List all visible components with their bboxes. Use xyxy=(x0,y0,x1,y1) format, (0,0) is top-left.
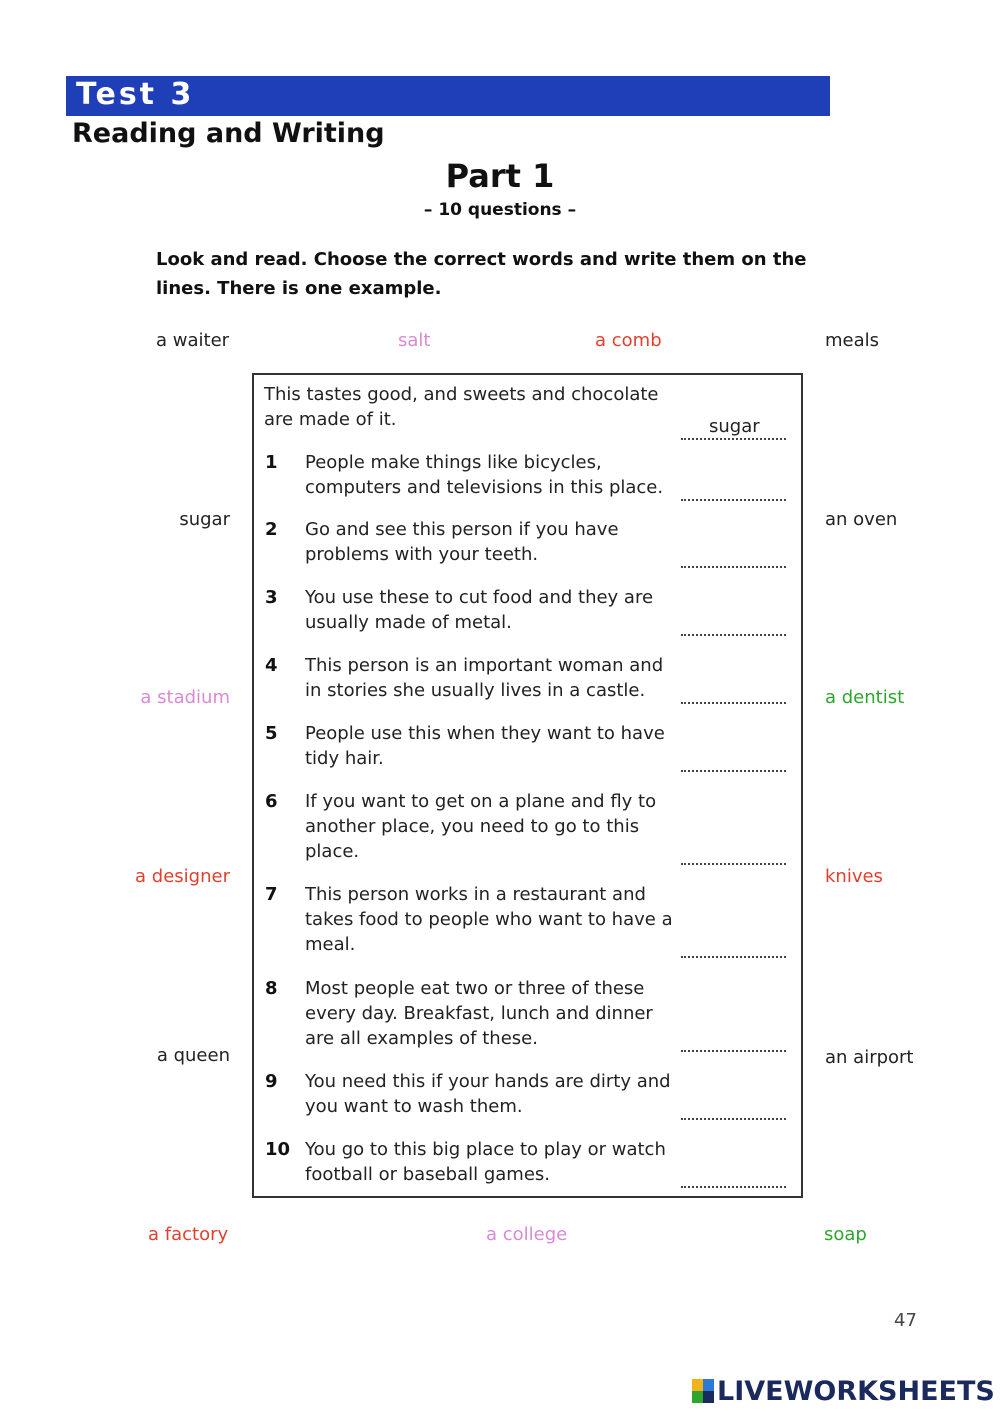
word-an-airport: an airport xyxy=(825,1047,914,1068)
question-text: Go and see this person if you have problems with your teeth. xyxy=(305,519,619,565)
word-a-queen: a queen xyxy=(156,1045,230,1066)
answer-line-10[interactable] xyxy=(681,1172,786,1188)
question-item xyxy=(254,1137,801,1192)
question-number: 6 xyxy=(265,791,278,812)
answer-line-9[interactable] xyxy=(681,1104,786,1120)
answer-line-8[interactable] xyxy=(681,1036,786,1052)
question-number: 1 xyxy=(265,452,278,473)
test-banner xyxy=(66,76,830,116)
liveworksheets-logo-icon xyxy=(692,1379,714,1403)
question-item xyxy=(254,882,801,962)
word-a-waiter: a waiter xyxy=(156,330,230,351)
example-answer: sugar xyxy=(709,416,760,437)
question-item xyxy=(254,450,801,505)
question-number: 10 xyxy=(265,1139,291,1160)
word-a-dentist: a dentist xyxy=(825,687,905,708)
question-item xyxy=(254,653,801,708)
answer-line-2[interactable] xyxy=(681,552,786,568)
question-text: You go to this big place to play or watch football or baseball games. xyxy=(305,1139,666,1185)
question-text: This person is an important woman and in stories she usually lives in a castle. xyxy=(305,655,664,701)
question-text: You use these to cut food and they are usually made of metal. xyxy=(305,587,654,633)
word-a-designer: a designer xyxy=(135,866,230,887)
question-number: 7 xyxy=(265,884,278,905)
liveworksheets-logo[interactable] xyxy=(692,1374,995,1408)
example-question xyxy=(254,382,801,442)
question-text: Most people eat two or three of these every day. Breakfast, lunch and dinner are all examples of these. xyxy=(305,978,653,1049)
question-item xyxy=(254,1069,801,1124)
logo-text: LIVEWORKSHEETS xyxy=(717,1375,995,1407)
word-soap: soap xyxy=(824,1224,867,1245)
word-a-stadium: a stadium xyxy=(140,687,230,708)
question-item xyxy=(254,721,801,776)
answer-line-4[interactable] xyxy=(681,688,786,704)
question-item xyxy=(254,976,801,1056)
page-number: 47 xyxy=(894,1310,917,1331)
answer-line-1[interactable] xyxy=(681,485,786,501)
example-text: This tastes good, and sweets and chocolate are made of it. xyxy=(264,384,659,430)
word-a-factory: a factory xyxy=(148,1224,229,1245)
question-number: 2 xyxy=(265,519,278,540)
instructions: Look and read. Choose the correct words and write them on the lines. There is one example. xyxy=(156,249,807,299)
question-text: You need this if your hands are dirty and you want to wash them. xyxy=(305,1071,671,1117)
question-number: 9 xyxy=(265,1071,278,1092)
question-number: 5 xyxy=(265,723,278,744)
answer-line-3[interactable] xyxy=(681,620,786,636)
question-text: People use this when they want to have tidy hair. xyxy=(305,723,665,769)
question-item xyxy=(254,517,801,572)
question-number: 3 xyxy=(265,587,278,608)
word-salt: salt xyxy=(398,330,431,351)
answer-line-7[interactable] xyxy=(681,942,786,958)
word-meals: meals xyxy=(825,330,880,351)
example-answer-line xyxy=(681,424,786,440)
question-box xyxy=(252,373,803,1198)
question-text: This person works in a restaurant and takes food to people who want to have a meal. xyxy=(305,884,673,955)
answer-line-5[interactable] xyxy=(681,756,786,772)
question-number: 4 xyxy=(265,655,278,676)
word-sugar: sugar xyxy=(179,509,230,530)
question-text: If you want to get on a plane and fly to another place, you need to go to this place. xyxy=(305,791,657,862)
question-number: 8 xyxy=(265,978,278,999)
section-title: Reading and Writing xyxy=(72,118,385,149)
test-label: Test 3 xyxy=(76,77,195,112)
word-a-comb: a comb xyxy=(595,330,662,351)
question-item xyxy=(254,585,801,640)
word-a-college: a college xyxy=(486,1224,568,1245)
word-an-oven: an oven xyxy=(825,509,898,530)
question-item xyxy=(254,789,801,869)
question-text: People make things like bicycles, computers and televisions in this place. xyxy=(305,452,664,498)
part-subtitle: – 10 questions – xyxy=(423,200,577,220)
answer-line-6[interactable] xyxy=(681,849,786,865)
part-title: Part 1 xyxy=(445,157,555,195)
word-knives: knives xyxy=(825,866,883,887)
